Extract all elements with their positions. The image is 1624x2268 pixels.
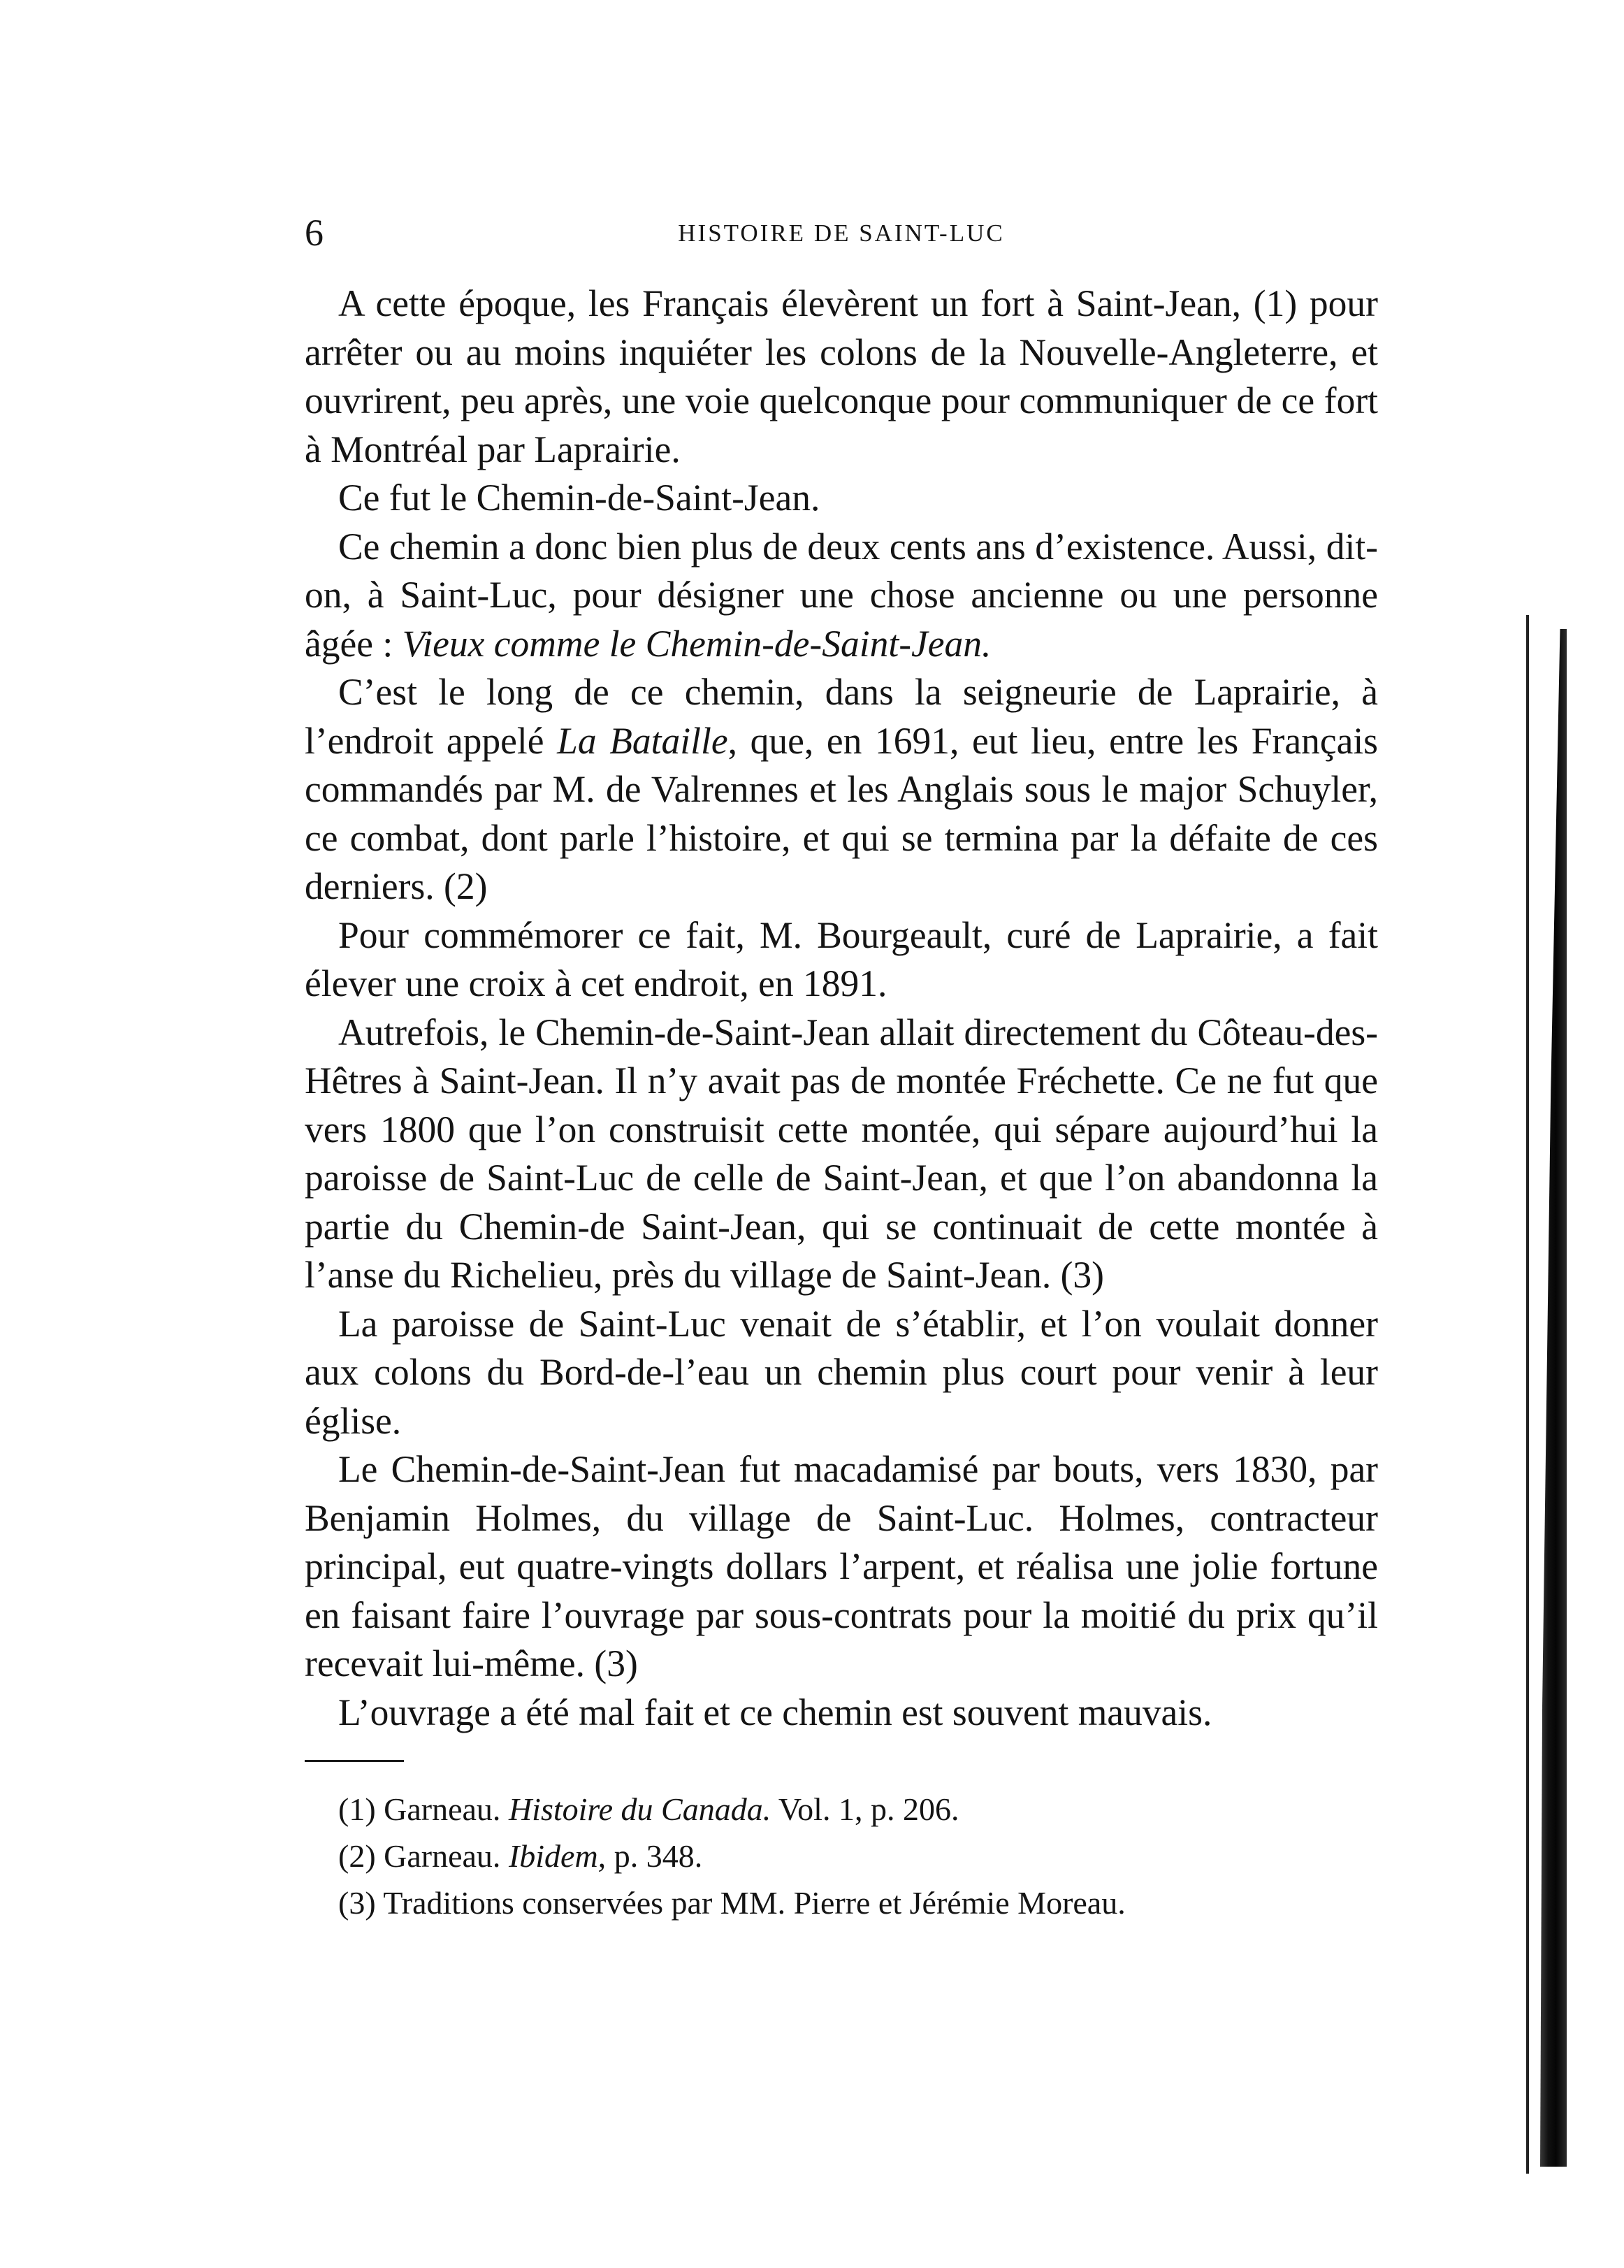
paragraph-3 bbox=[305, 523, 1378, 669]
footnotes bbox=[305, 1760, 1378, 1926]
footnote-1 bbox=[305, 1786, 1378, 1833]
footnote-1-number: (1) bbox=[338, 1791, 376, 1827]
footnote-1-work: Histoire du Canada. bbox=[508, 1791, 771, 1827]
paragraph-1: A cette époque, les Français élevèrent un fort à Saint-Jean, (1) pour arrêter ou au moins inquiéter les colons de la Nouvelle-Angleterre, et ouvrirent, peu après, une voie quelconque pour communiquer de ce fort à Montréal par Laprairie. bbox=[305, 282, 1378, 470]
footnote-3-number: (3) bbox=[338, 1885, 376, 1921]
paragraph-7: La paroisse de Saint-Luc venait de s’établir, et l’on voulait donner aux colons du Bord-de-l’eau un chemin plus court pour venir à leur église. bbox=[305, 1302, 1378, 1442]
paragraph-3-text: Ce chemin a donc bien plus de deux cents ans d’existence. Aussi, dit-on, à Saint-Luc, pour désigner une chose ancienne ou une personne âgée : bbox=[305, 525, 1378, 665]
footnote-2 bbox=[305, 1833, 1378, 1879]
paragraph-5: Pour commémorer ce fait, M. Bourgeault, curé de Laprairie, a fait élever une croix à cet endroit, en 1891. bbox=[305, 913, 1378, 1004]
binding-shadow bbox=[1540, 629, 1567, 2167]
paragraph-4-before: C’est le long de ce chemin, dans la seigneurie de Laprairie, à l’endroit appelé bbox=[305, 671, 1378, 762]
paragraph-2: Ce fut le Chemin-de-Saint-Jean. bbox=[338, 477, 820, 519]
paragraph-8: Le Chemin-de-Saint-Jean fut macadamisé par bouts, vers 1830, par Benjamin Holmes, du village de Saint-Luc. Holmes, contracteur principal, eut quatre-vingts dollars l’arpent, et réalisa une jolie fortune en faisant faire l’ouvrage par sous-contrats pour la moitié du prix qu’il recevait lui-même. (3) bbox=[305, 1448, 1378, 1684]
paragraph-3-italic: Vieux comme le Chemin-de-Saint-Jean. bbox=[402, 622, 992, 665]
running-head: HISTOIRE DE SAINT-LUC bbox=[678, 219, 1005, 247]
paragraph-6: Autrefois, le Chemin-de-Saint-Jean allait directement du Côteau-des-Hêtres à Saint-Jean. Il n’y avait pas de montée Fréchette. Ce ne fut que vers 1800 que l’on construisit cette montée, qui sépare aujourd’hui la paroisse de Saint-Luc de celle de Saint-Jean, et que l’on abandonna la partie du Chemin-de Saint-Jean, qui se continuait de cette montée à l’anse du Richelieu, près du village de Saint-Jean. (3) bbox=[305, 1011, 1378, 1296]
footnote-2-author: Garneau. bbox=[384, 1838, 501, 1874]
body-text bbox=[305, 280, 1378, 1737]
footnote-2-ref: p. 348. bbox=[614, 1838, 703, 1874]
binding-edge-line bbox=[1526, 615, 1529, 2174]
page-header bbox=[305, 208, 1378, 257]
paragraph-9: L’ouvrage a été mal fait et ce chemin est souvent mauvais. bbox=[338, 1691, 1212, 1733]
paragraph-4-after: , que, en 1691, eut lieu, entre les Français commandés par M. de Valrennes et les Anglais sous le major Schuyler, ce combat, dont parle l’histoire, et qui se termina par la défaite de ces derniers. (2) bbox=[305, 719, 1379, 907]
footnote-1-ref: Vol. 1, p. 206. bbox=[778, 1791, 959, 1827]
footnote-3 bbox=[305, 1879, 1378, 1926]
paragraph-4 bbox=[305, 668, 1378, 911]
footnote-3-author: Traditions conservées par MM. Pierre et Jérémie Moreau. bbox=[383, 1885, 1126, 1921]
footnote-2-number: (2) bbox=[338, 1838, 376, 1874]
footnote-1-author: Garneau. bbox=[384, 1791, 501, 1827]
footnote-rule bbox=[305, 1760, 404, 1762]
footnote-2-work: Ibidem, bbox=[508, 1838, 607, 1874]
paragraph-4-italic: La Bataille bbox=[557, 719, 728, 762]
page-number: 6 bbox=[305, 212, 324, 254]
